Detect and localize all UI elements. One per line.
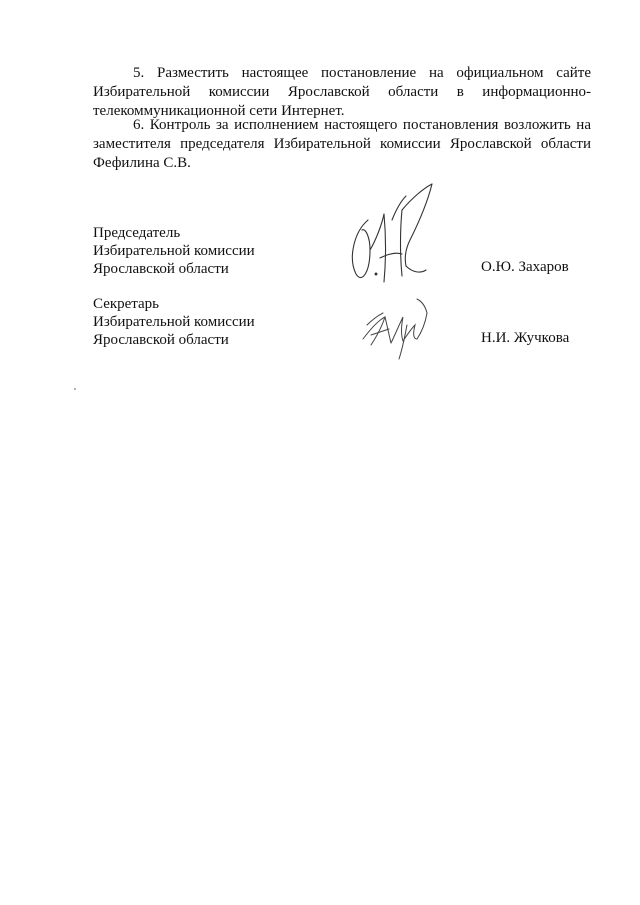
- chairman-name: О.Ю. Захаров: [481, 259, 569, 275]
- paragraph-6: 6. Контроль за исполнением настоящего постановления возложить на заместителя председателя Избирательной комиссии Ярославской области Фефилина С.В.: [93, 117, 591, 171]
- chairman-title-line-3: Ярославской области: [93, 261, 229, 277]
- secretary-handwritten-signature: [355, 295, 435, 365]
- scan-speck: [74, 388, 76, 390]
- chairman-title-line-1: Председатель: [93, 225, 181, 241]
- secretary-signature-block: [93, 295, 593, 349]
- secretary-name: Н.И. Жучкова: [481, 330, 570, 346]
- paragraph-5: 5. Разместить настоящее постановление на официальном сайте Избирательной комиссии Ярославской области в информационно-телекоммуникационной сети Интернет.: [93, 65, 591, 119]
- secretary-title-line-3: Ярославской области: [93, 332, 229, 348]
- secretary-title-line-1: Секретарь: [93, 296, 160, 312]
- chairman-title-line-2: Избирательной комиссии: [93, 243, 255, 259]
- secretary-title-line-2: Избирательной комиссии: [93, 314, 255, 330]
- chairman-handwritten-signature: [340, 180, 440, 290]
